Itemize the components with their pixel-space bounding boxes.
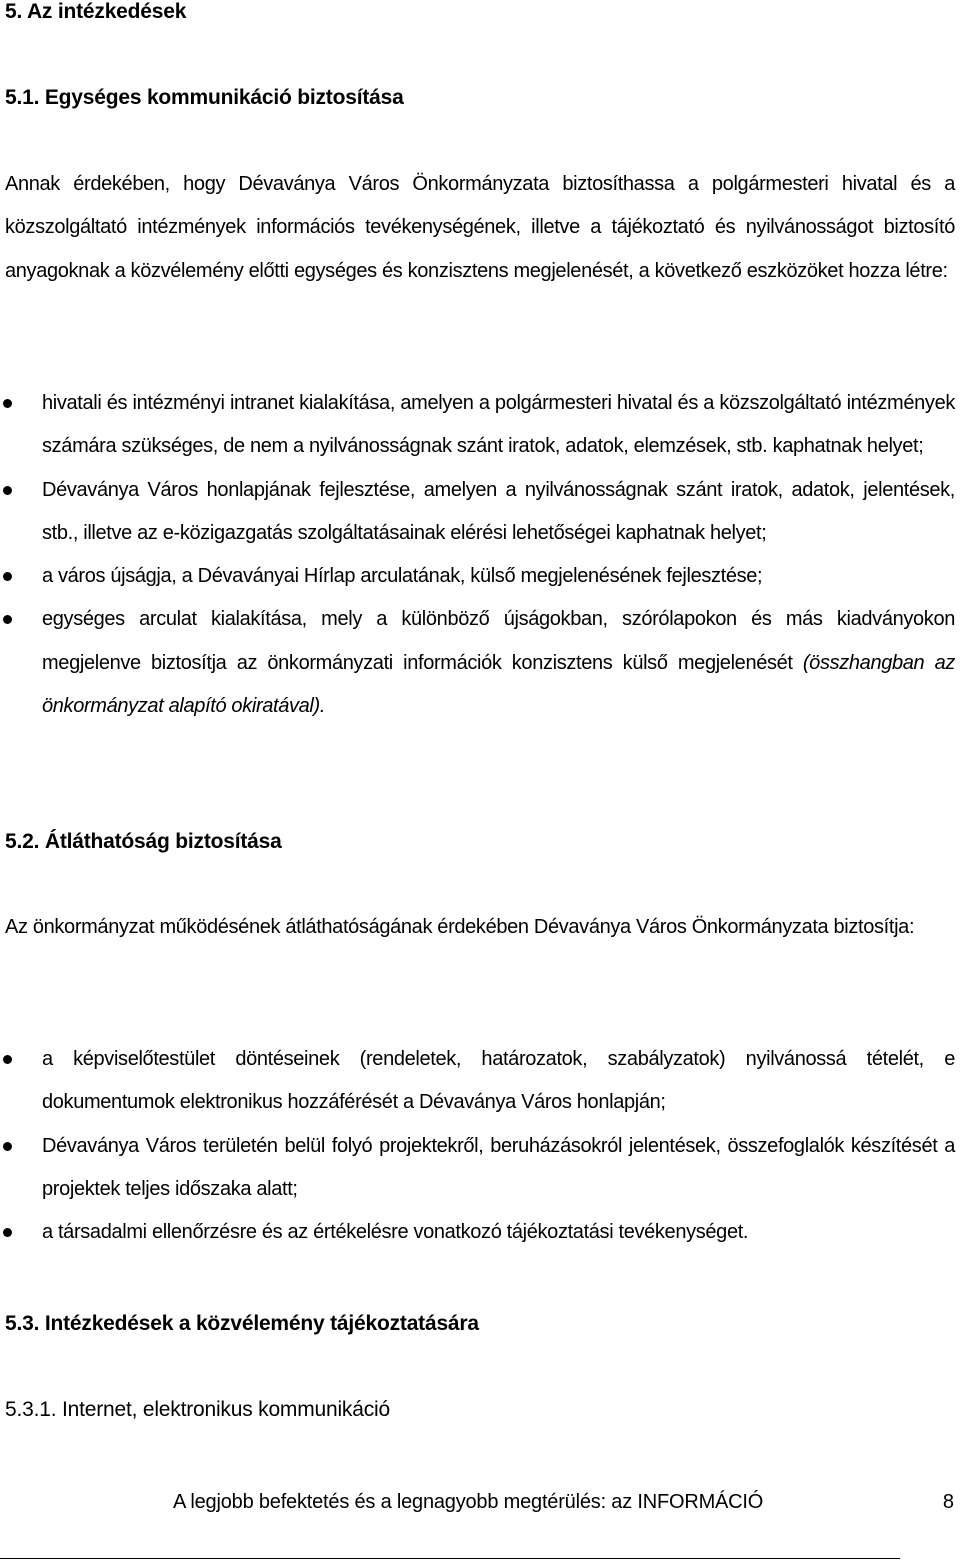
list-item: hivatali és intézményi intranet kialakítása, amelyen a polgármesteri hivatal és a közszolgáltató intézmények számára szükséges, de nem a nyilvánosságnak szánt iratok, adatok, elemzések, stb. kaphatnak helyet; <box>0 382 960 469</box>
list-item: a képviselőtestület döntéseinek (rendeletek, határozatok, szabályzatok) nyilvánossá tételét, e dokumentumok elektronikus hozzáférését a Dévaványa Város honlapján; <box>0 1038 960 1125</box>
bullet-icon <box>3 399 12 408</box>
page-footer <box>0 1480 960 1522</box>
intro-paragraph-5-1: Annak érdekében, hogy Dévaványa Város Önkormányzata biztosíthassa a polgármesteri hivatal és a közszolgáltató intézmények információs tevékenységének, illetve a tájékoztató és nyilvánosságot biztosító anyagoknak a közvélemény előtti egységes és konzisztens megjelenését, a következő eszközöket hozza létre: <box>5 173 955 282</box>
heading-5-1: 5.1. Egységes kommunikáció biztosítása <box>5 86 404 109</box>
heading-5-2: 5.2. Átláthatóság biztosítása <box>5 830 282 853</box>
list-item: Dévaványa Város honlapjának fejlesztése, amelyen a nyilvánosságnak szánt iratok, adatok, jelentések, stb., illetve az e-közigazgatás szolgáltatásainak elérési lehetőségei kaphatnak helyet; <box>0 469 960 556</box>
list-5-2 <box>0 1038 960 1254</box>
list-item: a társadalmi ellenőrzésre és az értékelésre vonatkozó tájékoztatási tevékenységet. <box>0 1211 960 1254</box>
list-5-1 <box>0 382 960 728</box>
intro-paragraph-5-2: Az önkormányzat működésének átláthatóságának érdekében Dévaványa Város Önkormányzata biztosítja: <box>5 916 915 938</box>
heading-5-3-1: 5.3.1. Internet, elektronikus kommunikáció <box>5 1398 390 1421</box>
list-item: a város újságja, a Dévaványai Hírlap arculatának, külső megjelenésének fejlesztése; <box>0 555 960 598</box>
list-item: Dévaványa Város területén belül folyó projektekről, beruházásokról jelentések, összefoglalók készítését a projektek teljes időszaka alatt; <box>0 1125 960 1212</box>
list-item: egységes arculat kialakítása, mely a különböző újságokban, szórólapokon és más kiadványokon megjelenve biztosítja az önkormányzati információk konzisztens külső megjelenését (összhangban az önkormányzat alapító okiratával). <box>0 598 960 728</box>
footer-divider <box>0 1558 900 1559</box>
bullet-icon <box>3 615 12 624</box>
bullet-icon <box>3 572 12 581</box>
bullet-icon <box>3 1228 12 1237</box>
heading-5: 5. Az intézkedések <box>5 0 187 23</box>
bullet-icon <box>3 1142 12 1151</box>
heading-5-3: 5.3. Intézkedések a közvélemény tájékoztatására <box>5 1312 479 1335</box>
italic-note: (összhangban az önkormányzat alapító okiratával). <box>42 651 955 718</box>
page-number: 8 <box>942 1491 954 1513</box>
footer-text: A legjobb befektetés és a legnagyobb megtérülés: az INFORMÁCIÓ <box>173 1491 764 1513</box>
bullet-icon <box>3 1055 12 1064</box>
bullet-icon <box>3 486 12 495</box>
